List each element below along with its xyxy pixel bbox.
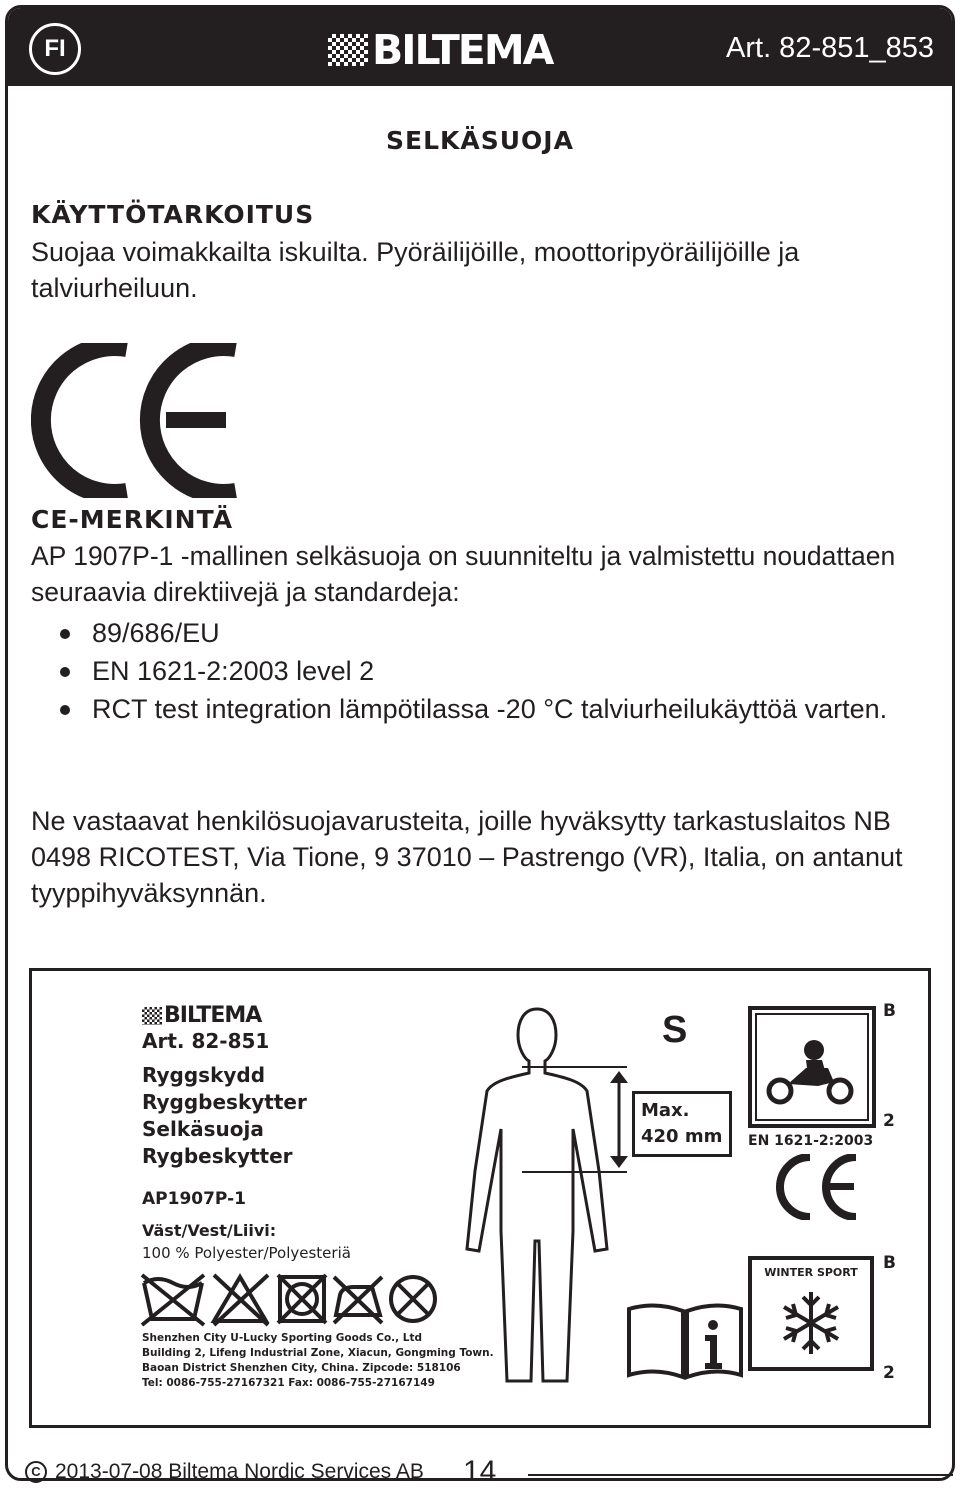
footer-rule <box>528 1474 953 1476</box>
ce-mark-small-icon <box>772 1154 862 1220</box>
standards-list <box>60 614 922 728</box>
label-material: 100 % Polyester/Polyesteriä <box>142 1244 351 1262</box>
brand-wordmark: BILTEMA <box>372 26 553 74</box>
ce-mark-icon <box>31 343 246 498</box>
max-label: Max. <box>641 1100 690 1121</box>
max-value: 420 mm <box>641 1126 723 1147</box>
header-bar <box>8 8 952 86</box>
label-brand: BILTEMA <box>164 1003 262 1028</box>
winter-sport-label: WINTER SPORT <box>764 1266 858 1279</box>
address-line: Tel: 0086-755-27167321 Fax: 0086-755-27167149 <box>142 1377 435 1389</box>
list-item: 89/686/EU <box>60 614 922 652</box>
address-line: Shenzhen City U-Lucky Sporting Goods Co., Ltd <box>142 1332 423 1344</box>
no-wash-icon <box>142 1275 204 1325</box>
label-name: Ryggskydd <box>142 1063 266 1087</box>
product-label <box>29 968 931 1428</box>
ce-intro: AP 1907P-1 -mallinen selkäsuoja on suunniteltu ja valmistettu noudattaen seuraavia direktiivejä ja standardeja: <box>31 541 896 607</box>
label-checker-icon <box>142 1007 162 1025</box>
copyright-text: 2013-07-08 Biltema Nordic Services AB <box>55 1460 424 1483</box>
address-line: Building 2, Lifeng Industrial Zone, Xiacun, Gongming Town. <box>142 1347 494 1359</box>
ce-heading: CE-MERKINTÄ <box>31 505 234 534</box>
read-manual-icon <box>625 1301 745 1381</box>
motorcycle-pictogram-icon <box>748 1006 878 1131</box>
snowflake-icon <box>778 1288 844 1358</box>
winter-sport-box <box>748 1256 874 1371</box>
winter-level-top: B <box>883 1253 896 1273</box>
language-badge: FI <box>29 23 81 75</box>
label-name: Ryggbeskytter <box>142 1090 307 1114</box>
address-line: Baoan District Shenzhen City, China. Zipcode: 518106 <box>142 1362 461 1374</box>
list-item: RCT test integration lämpötilassa -20 °C talviurheilukäyttöä varten. <box>60 690 922 728</box>
no-tumble-dry-icon <box>278 1275 326 1323</box>
moto-level-top: B <box>883 1001 896 1021</box>
no-bleach-icon <box>214 1275 268 1325</box>
copyright-icon: C <box>25 1461 47 1483</box>
page-number: 14 <box>463 1455 497 1488</box>
article-code: Art. 82-851_853 <box>726 32 934 64</box>
footer <box>25 1460 424 1484</box>
label-brand-logo <box>142 1003 261 1028</box>
label-material-heading: Väst/Vest/Liivi: <box>142 1221 277 1240</box>
label-name: Selkäsuoja <box>142 1117 264 1141</box>
approval-text: Ne vastaavat henkilösuojavarusteita, joille hyväksytty tarkastuslaitos NB 0498 RICOTEST, Via Tione, 9 37010 – Pastrengo (VR), Italia, on antanut tyyppihyväksynnän. <box>31 806 903 908</box>
measurement-arrow-icon <box>522 1061 632 1176</box>
size-marker: S <box>662 1009 688 1051</box>
label-article: Art. 82-851 <box>142 1029 270 1053</box>
max-size-box <box>632 1091 732 1157</box>
winter-level-bottom: 2 <box>883 1363 895 1383</box>
brand-logo <box>328 28 552 72</box>
page-frame <box>5 5 955 1481</box>
manufacturer-address <box>142 1331 494 1391</box>
label-model: AP1907P-1 <box>142 1189 246 1209</box>
list-item: EN 1621-2:2003 level 2 <box>60 652 922 690</box>
checker-logo-icon <box>328 34 368 66</box>
label-standard: EN 1621-2:2003 <box>748 1133 874 1149</box>
label-name: Rygbeskytter <box>142 1144 293 1168</box>
page-title: SELKÄSUOJA <box>386 126 574 155</box>
no-iron-icon <box>334 1277 382 1323</box>
care-symbols <box>140 1271 440 1329</box>
usage-heading: KÄYTTÖTARKOITUS <box>31 200 315 229</box>
moto-level-bottom: 2 <box>883 1111 895 1131</box>
no-dry-clean-icon <box>391 1277 435 1321</box>
usage-text: Suojaa voimakkailta iskuilta. Pyöräilijöille, moottoripyöräilijöille ja talviurheiluun. <box>31 237 800 303</box>
